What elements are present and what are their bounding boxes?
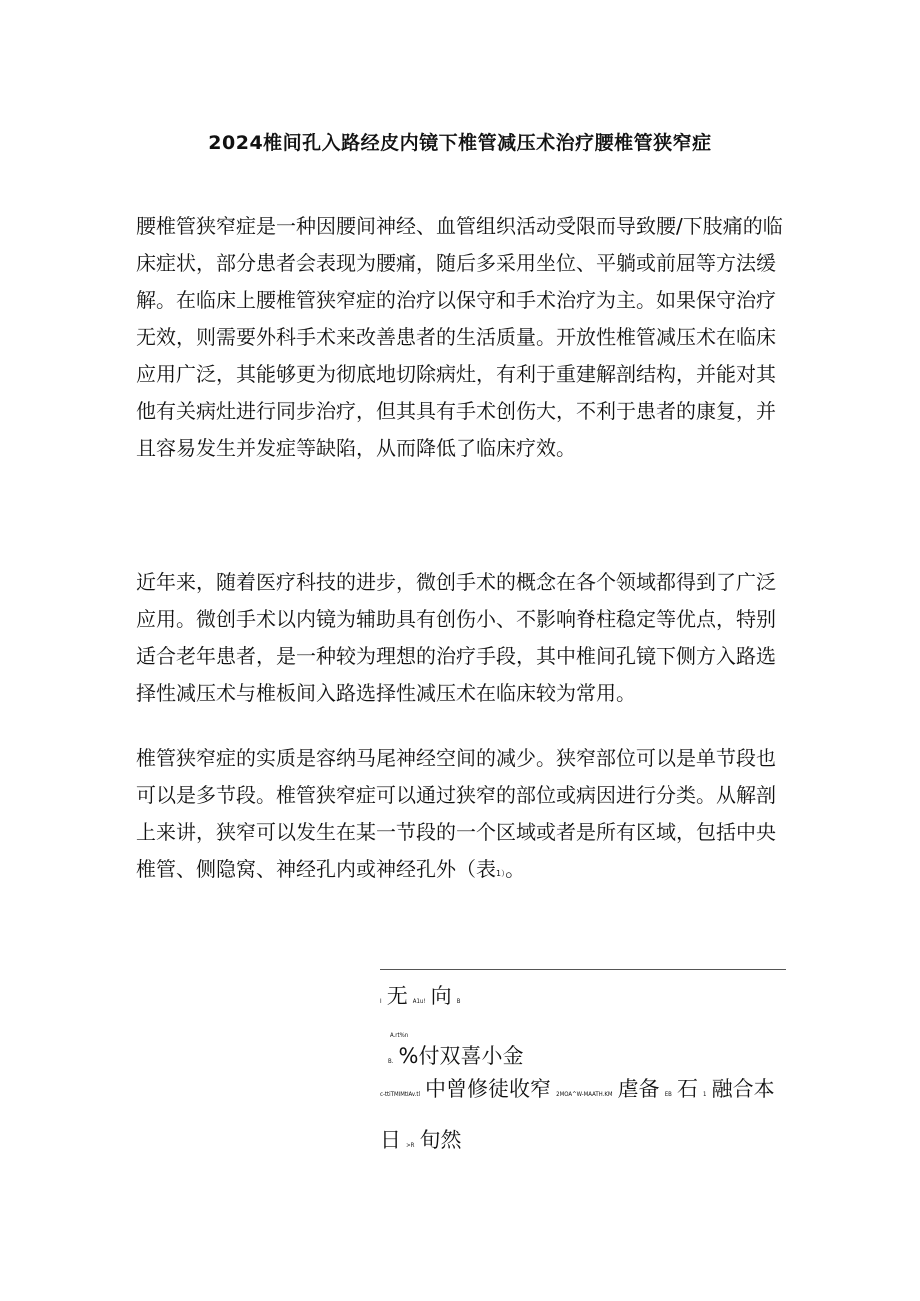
table-cell: B. <box>388 1058 394 1065</box>
text-line: 且容易发生并发症等缺陷，从而降低了临床疗效。 <box>136 436 576 460</box>
paragraph-intro <box>136 208 786 467</box>
table-cell: 虐备 <box>617 1077 660 1101</box>
text-line <box>136 851 786 892</box>
text-line: 择性减压术与椎板间入路选择性减压术在临床较为常用。 <box>136 681 636 705</box>
table-cell: 2MOA^W-MAATH.KM <box>556 1091 613 1098</box>
text-line: 椎管狭窄症的实质是容纳马尾神经空间的减少。狭窄部位可以是单节段也 <box>136 746 776 770</box>
text-line: 可以是多节段。椎管狭窄症可以通过狭窄的部位或病因进行分类。从解剖 <box>136 783 776 807</box>
text-line: 床症状，部分患者会表现为腰痛，随后多采用坐位、平躺或前屈等方法缓 <box>136 251 776 275</box>
table-row-1 <box>380 980 460 1010</box>
document-title: 2024椎间孔入路经皮内镜下椎管减压术治疗腰椎管狭窄症 <box>208 132 712 154</box>
table-cell: 石 <box>676 1077 698 1101</box>
text-line-content: 椎管、侧隐窝、神经孔内或神经孔外（表 <box>136 857 496 881</box>
table-cell: >R <box>406 1142 415 1149</box>
table-row-4 <box>380 1073 775 1103</box>
table-cell: EB <box>664 1091 672 1098</box>
table-cell: A.rt%n <box>390 1032 409 1039</box>
table-cell: 无 <box>386 984 408 1008</box>
text-line: 近年来，随着医疗科技的进步，微创手术的概念在各个领域都得到了广泛 <box>136 570 776 594</box>
table-cell: 1 <box>703 1091 707 1098</box>
text-line: 无效，则需要外科手术来改善患者的生活质量。开放性椎管减压术在临床 <box>136 325 776 349</box>
table-cell: A1u! <box>412 998 426 1005</box>
paragraph-minimally-invasive <box>136 564 786 712</box>
table-row-2 <box>390 1022 408 1041</box>
table-row-5 <box>380 1124 461 1154</box>
text-line: 应用广泛，其能够更为彻底地切除病灶，有利于重建解剖结构，并能对其 <box>136 362 776 386</box>
table-cell: %付双喜小金 <box>398 1044 524 1068</box>
text-line: 适合老年患者，是一种较为理想的治疗手段，其中椎间孔镜下侧方入路选 <box>136 644 776 668</box>
table-cell: 旬然 <box>419 1128 462 1152</box>
paragraph-stenosis-nature <box>136 740 786 892</box>
text-line: 上来讲，狭窄可以发生在某一节段的一个区域或者是所有区域，包括中央 <box>136 820 776 844</box>
table-cell: B <box>456 998 461 1005</box>
table-reference: 1） <box>496 869 506 878</box>
table-cell: 日 <box>380 1128 401 1152</box>
table-cell: c-ttiTMIMtIAv.tl <box>380 1091 420 1098</box>
text-line: 他有关病灶进行同步治疗，但其具有手术创伤大，不利于患者的康复，并 <box>136 399 776 423</box>
table-top-rule <box>380 969 786 970</box>
table-row-3 <box>388 1040 523 1070</box>
text-line: 解。在临床上腰椎管狭窄症的治疗以保守和手术治疗为主。如果保守治疗 <box>136 288 776 312</box>
sentence-end: 。 <box>505 857 526 881</box>
table-cell: 融合本 <box>711 1077 775 1101</box>
table-cell: I <box>380 998 382 1005</box>
table-cell: 中曾修徒收窄 <box>425 1077 552 1101</box>
text-line: 应用。微创手术以内镜为辅助具有创伤小、不影响脊柱稳定等优点，特别 <box>136 607 776 631</box>
table-cell: 向 <box>430 984 452 1008</box>
text-line: 腰椎管狭窄症是一种因腰间神经、血管组织活动受限而导致腰/下肢痛的临 <box>136 214 783 238</box>
